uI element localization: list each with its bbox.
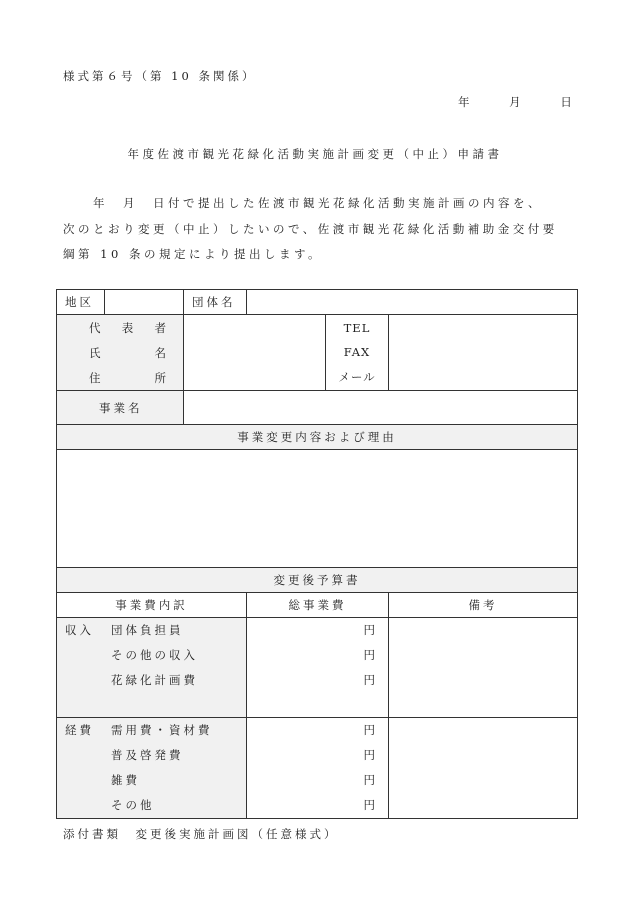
document-title: 年度佐渡市観光花緑化活動実施計画変更（中止）申請書 xyxy=(127,147,503,161)
income-category-label: 収入 xyxy=(65,623,94,637)
body-line-1: 年 月 日付で提出した佐渡市観光花緑化活動実施計画の内容を、 xyxy=(63,196,543,210)
income-items xyxy=(57,618,247,718)
rep-label-address: 住 所 xyxy=(89,370,169,385)
income-item: その他の収入 xyxy=(111,648,198,662)
yen-unit: 円 xyxy=(363,773,378,787)
attachments-note: 添付書類 変更後実施計画図（任意様式） xyxy=(63,827,339,841)
expense-item: 雑費 xyxy=(111,773,140,787)
income-remarks[interactable] xyxy=(389,618,578,718)
body-line-2: 次のとおり変更（中止）したいので、佐渡市観光花緑化活動補助金交付要 xyxy=(63,222,558,236)
project-name-label: 事業名 xyxy=(57,391,184,425)
date-line xyxy=(458,94,575,110)
project-name-field[interactable] xyxy=(184,391,578,425)
rep-label-representative: 代 表 者 xyxy=(89,320,169,335)
date-year: 年 xyxy=(458,95,473,109)
budget-header: 変更後予算書 xyxy=(57,568,578,593)
group-name-field[interactable] xyxy=(247,290,578,315)
group-name-label: 団体名 xyxy=(184,290,247,315)
expense-item: その他 xyxy=(111,798,155,812)
yen-unit: 円 xyxy=(363,723,378,737)
yen-unit: 円 xyxy=(363,673,378,687)
col-remarks-header: 備考 xyxy=(389,593,578,618)
col-breakdown-header: 事業費内訳 xyxy=(57,593,247,618)
income-item: 花緑化計画費 xyxy=(111,673,198,687)
district-label: 地区 xyxy=(57,290,105,315)
expense-amounts[interactable] xyxy=(247,718,389,819)
tel-label: TEL xyxy=(343,320,371,335)
fax-label: FAX xyxy=(343,345,371,360)
yen-unit: 円 xyxy=(363,748,378,762)
date-month: 月 xyxy=(509,95,524,109)
expense-remarks[interactable] xyxy=(389,718,578,819)
district-field[interactable] xyxy=(105,290,184,315)
yen-unit: 円 xyxy=(363,623,378,637)
col-total-header: 総事業費 xyxy=(247,593,389,618)
expense-category-label: 経費 xyxy=(65,723,94,737)
change-reason-field[interactable] xyxy=(57,450,578,568)
income-item: 団体負担員 xyxy=(111,623,184,637)
rep-label-name: 氏 名 xyxy=(89,345,169,360)
change-reason-header: 事業変更内容および理由 xyxy=(57,425,578,450)
date-day: 日 xyxy=(560,95,575,109)
email-label: メール xyxy=(338,369,376,384)
yen-unit: 円 xyxy=(363,798,378,812)
representative-field[interactable] xyxy=(184,315,326,391)
expense-item: 需用費・資材費 xyxy=(111,723,213,737)
application-table xyxy=(56,289,578,819)
expense-item: 普及啓発費 xyxy=(111,748,184,762)
yen-unit: 円 xyxy=(363,648,378,662)
contact-field[interactable] xyxy=(389,315,578,391)
form-number: 様式第６号（第 10 条関係） xyxy=(63,69,257,83)
contact-labels xyxy=(326,315,389,391)
expense-items xyxy=(57,718,247,819)
representative-labels xyxy=(57,315,184,391)
income-amounts[interactable] xyxy=(247,618,389,718)
body-line-3: 綱第 10 条の規定により提出します。 xyxy=(63,247,324,261)
